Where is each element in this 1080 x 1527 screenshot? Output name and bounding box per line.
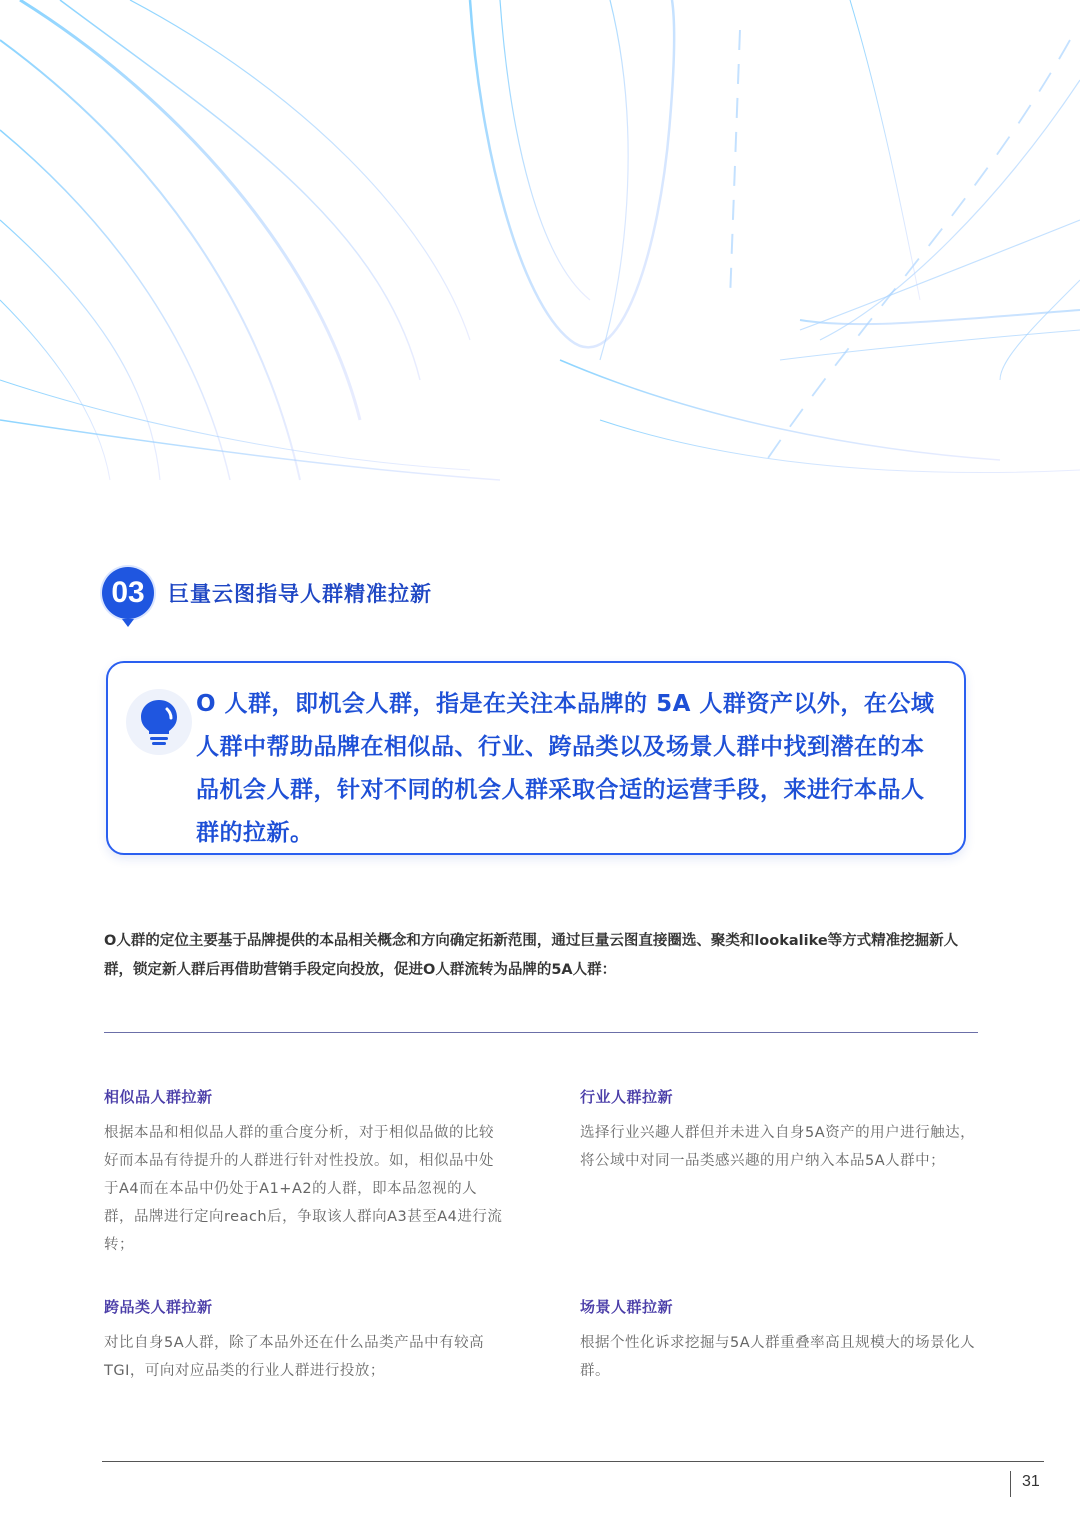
intro-paragraph: O人群的定位主要基于品牌提供的本品相关概念和方向确定拓新范围，通过巨量云图直接圈选、聚类和lookalike等方式精准挖掘新人群，锁定新人群后再借助营销手段定向投放，促进O人群流转为品牌的5A人群： bbox=[104, 933, 959, 978]
item-similar-product bbox=[104, 1086, 504, 1259]
item-cross-category bbox=[104, 1296, 504, 1385]
item-scenario bbox=[580, 1296, 980, 1385]
item-body: 对比自身5A人群，除了本品外还在什么品类产品中有较高TGI，可向对应品类的行业人群进行投放； bbox=[104, 1335, 485, 1379]
section-title: 巨量云图指导人群精准拉新 bbox=[168, 582, 432, 606]
item-body: 根据个性化诉求挖掘与5A人群重叠率高且规模大的场景化人群。 bbox=[580, 1335, 976, 1379]
page-number-separator bbox=[1010, 1471, 1011, 1497]
item-title: 场景人群拉新 bbox=[580, 1298, 674, 1316]
callout-text: O 人群，即机会人群，指是在关注本品牌的 5A 人群资产以外，在公域人群中帮助品牌在相似品、行业、跨品类以及场景人群中找到潜在的本品机会人群，针对不同的机会人群采取合适的运营手段，来进行本品人群的拉新。 bbox=[196, 691, 935, 846]
callout-box bbox=[106, 661, 966, 855]
item-title: 行业人群拉新 bbox=[580, 1088, 674, 1106]
item-title: 跨品类人群拉新 bbox=[104, 1298, 213, 1316]
item-body: 选择行业兴趣人群但并未进入自身5A资产的用户进行触达，将公域中对同一品类感兴趣的用户纳入本品5A人群中； bbox=[580, 1125, 976, 1169]
item-industry bbox=[580, 1086, 980, 1175]
footer-line bbox=[102, 1461, 1044, 1462]
lightbulb-icon bbox=[126, 689, 192, 755]
item-title: 相似品人群拉新 bbox=[104, 1088, 213, 1106]
item-body: 根据本品和相似品人群的重合度分析，对于相似品做的比较好而本品有待提升的人群进行针对性投放。如，相似品中处于A4而在本品中仍处于A1+A2的人群，即本品忽视的人群，品牌进行定向reach后，争取该人群向A3甚至A4进行流转； bbox=[104, 1125, 503, 1253]
hero-decoration bbox=[0, 0, 1080, 490]
section-number-badge: 03 bbox=[102, 567, 154, 619]
divider bbox=[104, 1032, 978, 1033]
page-number: 31 bbox=[1022, 1473, 1040, 1490]
section-header bbox=[102, 563, 432, 623]
